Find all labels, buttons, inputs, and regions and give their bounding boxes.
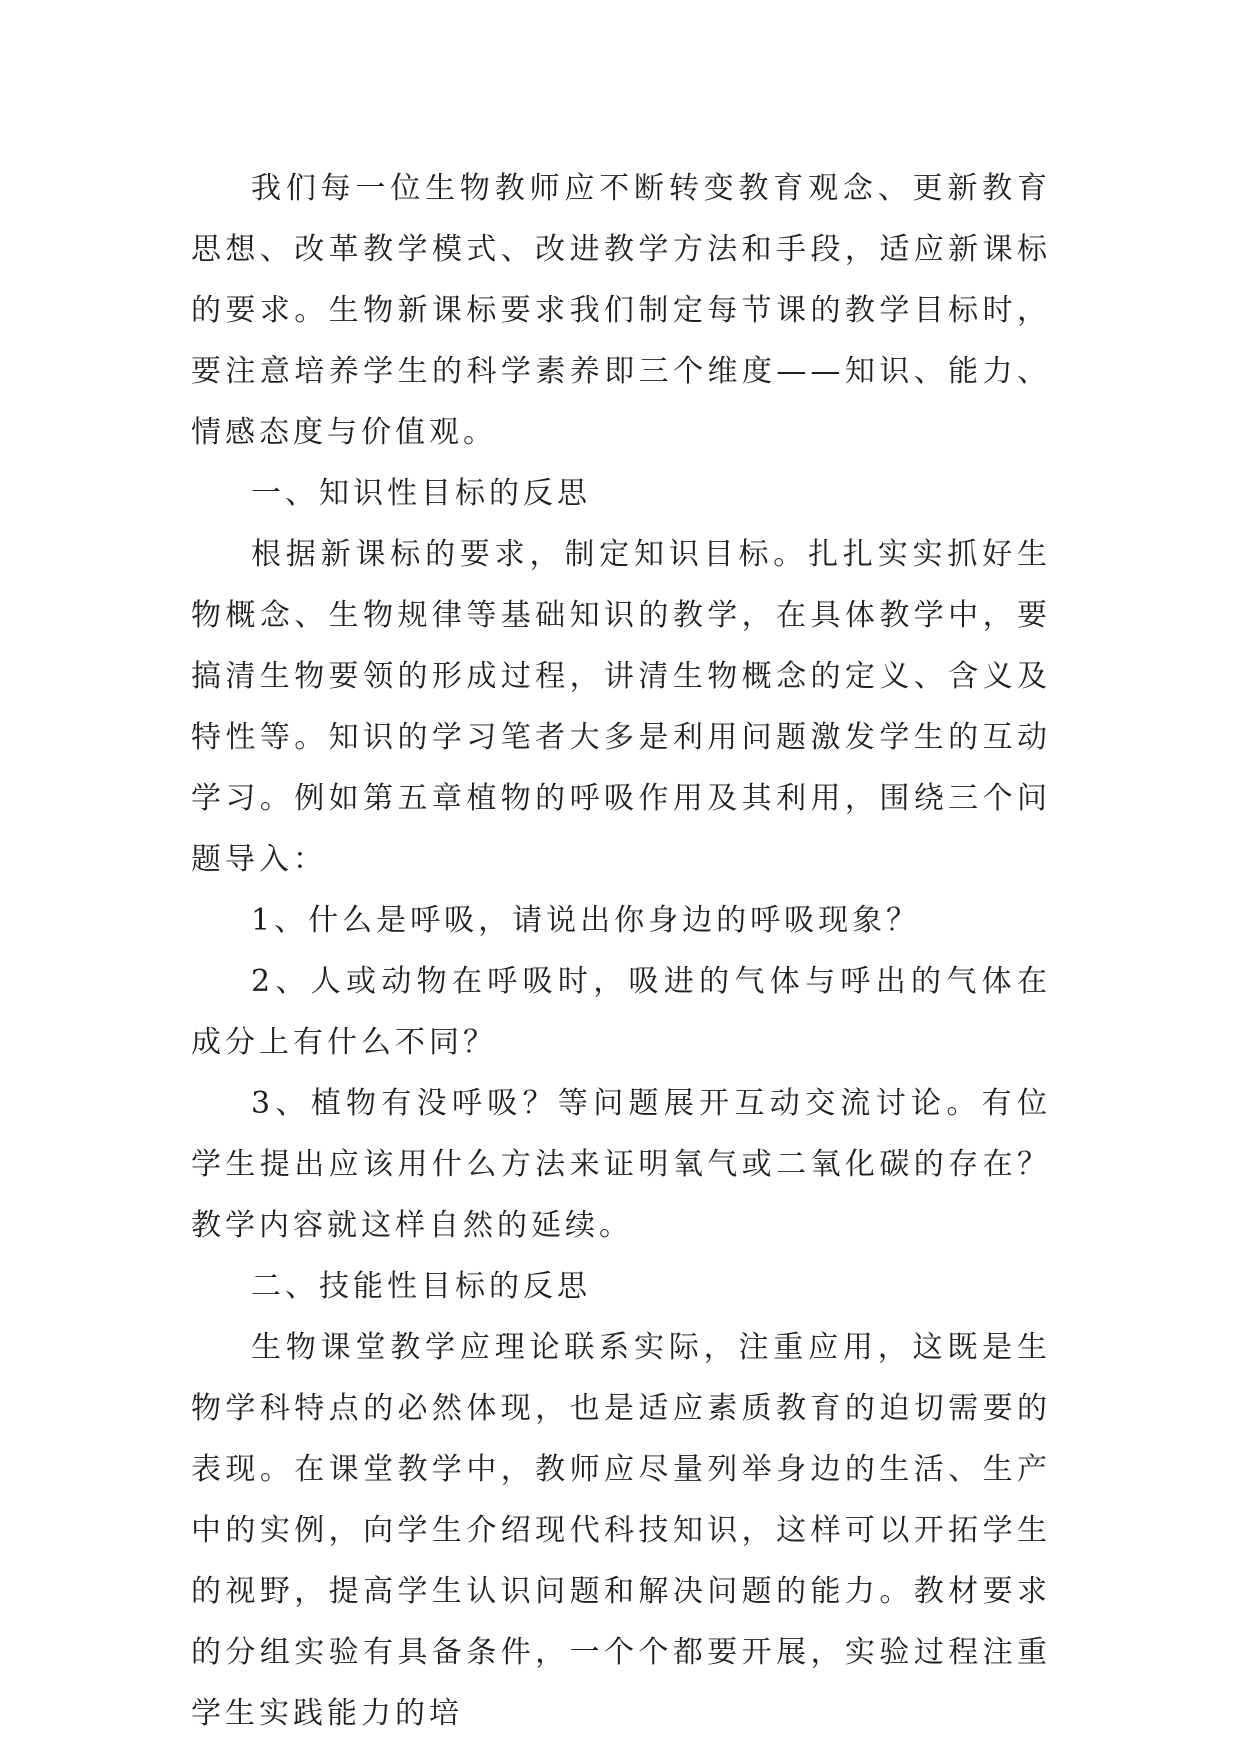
intro-paragraph: 我们每一位生物教师应不断转变教育观念、更新教育思想、改革教学模式、改进教学方法和手段，适应新课标的要求。生物新课标要求我们制定每节课的教学目标时，要注意培养学生的科学素养即三个维度——知识、能力、情感态度与价值观。 <box>191 171 1051 450</box>
section-heading-skill-goals: 二、技能性目标的反思 <box>251 1269 591 1304</box>
question-2: 2、人或动物在呼吸时，吸进的气体与呼出的气体在成分上有什么不同？ <box>191 964 1051 1060</box>
section-heading-knowledge-goals: 一、知识性目标的反思 <box>251 476 591 511</box>
question-1: 1、什么是呼吸，请说出你身边的呼吸现象？ <box>251 903 921 938</box>
document-body <box>191 158 1051 1744</box>
skill-goals-paragraph: 生物课堂教学应理论联系实际，注重应用，这既是生物学科特点的必然体现，也是适应素质教育的迫切需要的表现。在课堂教学中，教师应尽量列举身边的生活、生产中的实例，向学生介绍现代科技知识，这样可以开拓学生的视野，提高学生认识问题和解决问题的能力。教材要求的分组实验有具备条件，一个个都要开展，实验过程注重学生实践能力的培 <box>191 1330 1051 1731</box>
knowledge-goals-paragraph: 根据新课标的要求，制定知识目标。扎扎实实抓好生物概念、生物规律等基础知识的教学，在具体教学中，要搞清生物要领的形成过程，讲清生物概念的定义、含义及特性等。知识的学习笔者大多是利用问题激发学生的互动学习。例如第五章植物的呼吸作用及其利用，围绕三个问题导入： <box>191 537 1051 877</box>
question-3: 3、植物有没呼吸？等问题展开互动交流讨论。有位学生提出应该用什么方法来证明氧气或二氧化碳的存在？教学内容就这样自然的延续。 <box>191 1086 1051 1243</box>
